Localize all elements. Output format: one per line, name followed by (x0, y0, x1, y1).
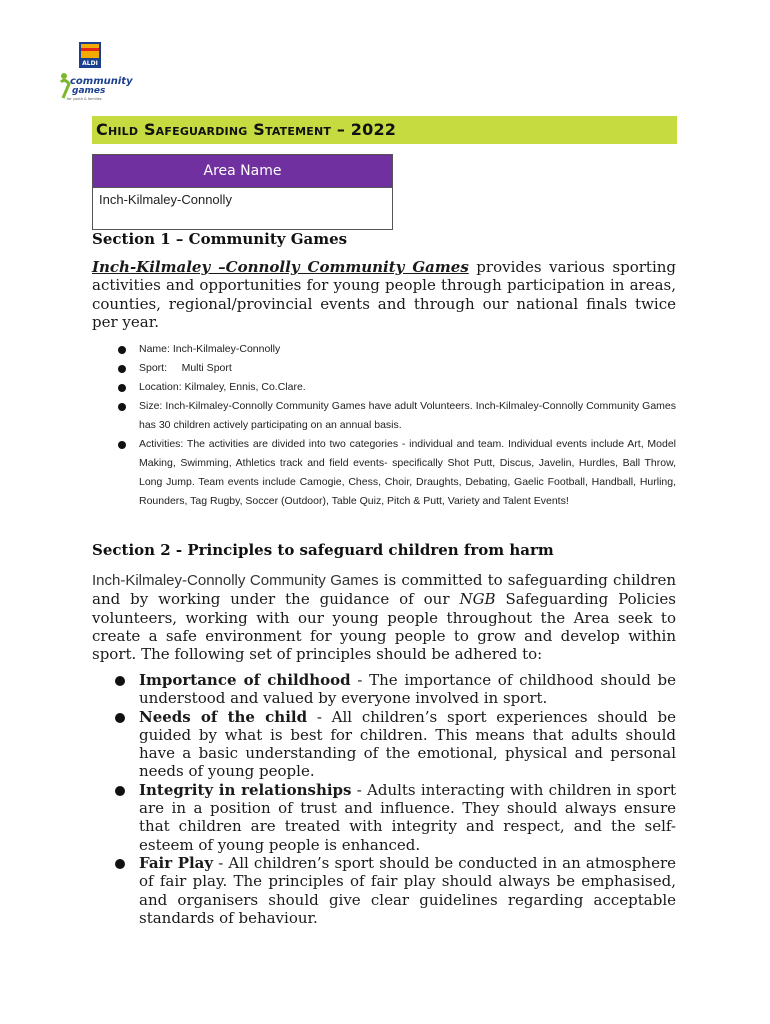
bullet-icon (118, 365, 126, 373)
bullet-icon (115, 676, 125, 686)
section1-heading: Section 1 – Community Games (92, 230, 348, 248)
statement-title: Child Safeguarding Statement – 2022 (92, 116, 677, 144)
svg-text:games: games (72, 86, 106, 96)
bullet-icon (118, 403, 126, 411)
list-item: Location: Kilmaley, Ennis, Co.Clare. (118, 378, 676, 397)
section1-details-list (118, 340, 676, 511)
bullet-icon (115, 786, 125, 796)
community-games-logo (55, 42, 135, 102)
bullet-icon (115, 859, 125, 869)
list-item: Needs of the child - All children’s sport experiences should be guided by what is best for children. This means that adults should have a basic understanding of the emotional, physical and personal needs of young people. (115, 708, 676, 781)
svg-text:ALDI: ALDI (82, 60, 98, 67)
svg-text:for youth & families: for youth & families (67, 97, 102, 101)
aldi-community-games-logo-icon (55, 42, 135, 102)
principles-list (115, 671, 676, 927)
area-name-value: Inch-Kilmaley-Connolly (99, 192, 232, 207)
section2-heading: Section 2 - Principles to safeguard children from harm (92, 541, 554, 559)
bullet-icon (115, 713, 125, 723)
area-name-header: Area Name (93, 155, 392, 188)
section1-intro-text: provides various sporting activities and opportunities for young people through participation in areas, counties, regional/provincial events and through our national finals twice per year. (92, 258, 677, 331)
svg-text:community: community (70, 76, 133, 87)
list-item: Sport: Multi Sport (118, 359, 676, 378)
list-item: Fair Play - All children’s sport should be conducted in an atmosphere of fair play. The principles of fair play should always be emphasised, and organisers should give clear guidelines regarding acceptable standards of behaviour. (115, 854, 676, 927)
area-name-table (92, 154, 393, 230)
bullet-icon (118, 346, 126, 354)
list-item: Name: Inch-Kilmaley-Connolly (118, 340, 676, 359)
section2-intro-org: Inch-Kilmaley-Connolly Community Games (92, 572, 379, 589)
list-item: Size: Inch-Kilmaley-Connolly Community Games have adult Volunteers. Inch-Kilmaley-Connolly Community Games has 30 children actively participating on an annual basis. (118, 397, 676, 435)
bullet-icon (118, 441, 126, 449)
list-item: Activities: The activities are divided into two categories - individual and team. Individual events include Art, Model Making, Swimming, Athletics track and field events- specifically Shot Putt, Discus, Javelin, Hurdles, Ball Throw, Long Jump. Team events include Camogie, Chess, Choir, Draughts, Debating, Gaelic Football, Handball, Hurling, Rounders, Tag Rugby, Soccer (Outdoor), Table Quiz, Pitch & Putt, Variety and Talent Events! (118, 435, 676, 511)
list-item: Integrity in relationships - Adults interacting with children in sport are in a position of trust and influence. They should always ensure that children are treated with integrity and respect, and the self-esteem of young people is enhanced. (115, 781, 676, 854)
list-item: Importance of childhood - The importance of childhood should be understood and valued by everyone involved in sport. (115, 671, 676, 708)
section1-intro (92, 258, 676, 331)
section2-intro: Inch-Kilmaley-Connolly Community Games is committed to safeguarding children and by working under the guidance of our NGB Safeguarding Policies volunteers, working with our young people throughout the Area seek to create a safe environment for young people to grow and develop within sport. The following set of principles should be adhered to: (92, 571, 677, 664)
section1-intro-org: Inch-Kilmaley –Connolly Community Games (92, 258, 469, 276)
bullet-icon (118, 384, 126, 392)
ngb-text: NGB (459, 590, 496, 609)
